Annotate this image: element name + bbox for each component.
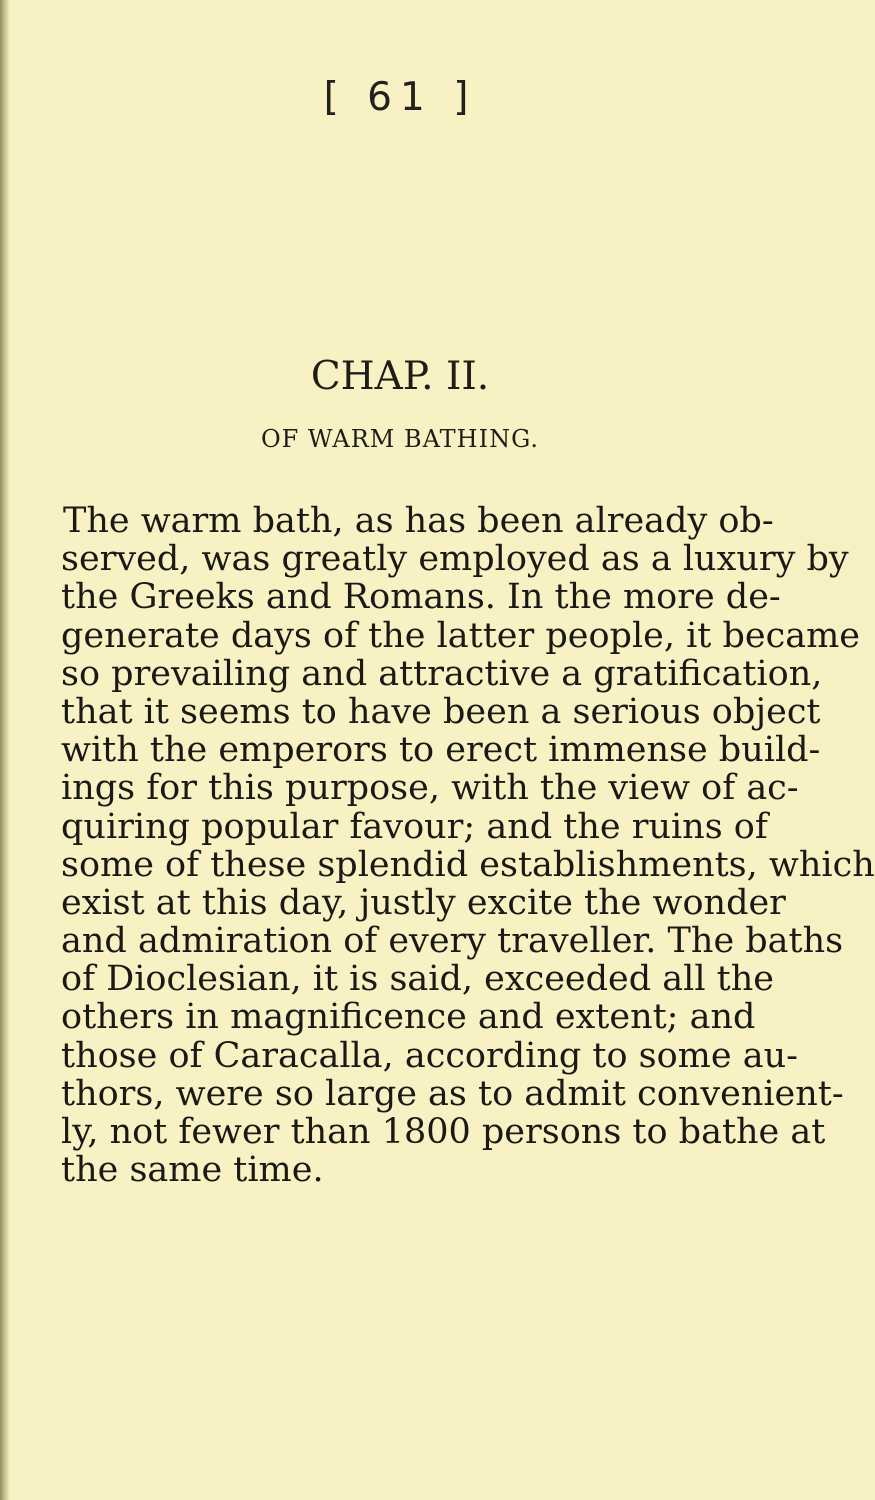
page-number-header: [ 61 ] bbox=[323, 75, 477, 120]
paragraph-line: with the emperors to erect immense build- bbox=[61, 730, 821, 771]
body-paragraph bbox=[61, 501, 875, 1191]
paragraph-line: generate days of the latter people, it became bbox=[61, 615, 860, 656]
chapter-title: CHAP. II. bbox=[310, 354, 490, 399]
section-heading: OF WARM BATHING. bbox=[260, 425, 540, 453]
paragraph-line: quiring popular favour; and the ruins of bbox=[61, 806, 768, 847]
paragraph-line: ings for this purpose, with the view of ac- bbox=[61, 768, 799, 809]
paragraph-line: the same time. bbox=[61, 1150, 324, 1191]
paragraph-line: The warm bath, as has been already ob- bbox=[63, 501, 774, 541]
paragraph-line: that it seems to have been a serious object bbox=[61, 691, 821, 732]
paragraph-line: the Greeks and Romans. In the more de- bbox=[61, 577, 781, 618]
paragraph-line: served, was greatly employed as a luxury by bbox=[61, 539, 849, 580]
paragraph-line: so prevailing and attractive a gratification, bbox=[61, 653, 823, 694]
paragraph-line: others in magnificence and extent; and bbox=[61, 997, 756, 1038]
paragraph-line: thors, were so large as to admit convenient- bbox=[61, 1073, 844, 1114]
page-binding-edge bbox=[0, 0, 10, 1500]
paragraph-line: and admiration of every traveller. The baths bbox=[61, 921, 844, 962]
paragraph-line: some of these splendid establishments, which bbox=[61, 844, 875, 885]
paragraph-line: of Dioclesian, it is said, exceeded all the bbox=[61, 959, 774, 1000]
paragraph-line: ly, not fewer than 1800 persons to bathe at bbox=[61, 1112, 826, 1152]
paragraph-line: exist at this day, justly excite the wonder bbox=[61, 882, 786, 923]
paragraph-line: those of Caracalla, according to some au- bbox=[61, 1035, 798, 1076]
